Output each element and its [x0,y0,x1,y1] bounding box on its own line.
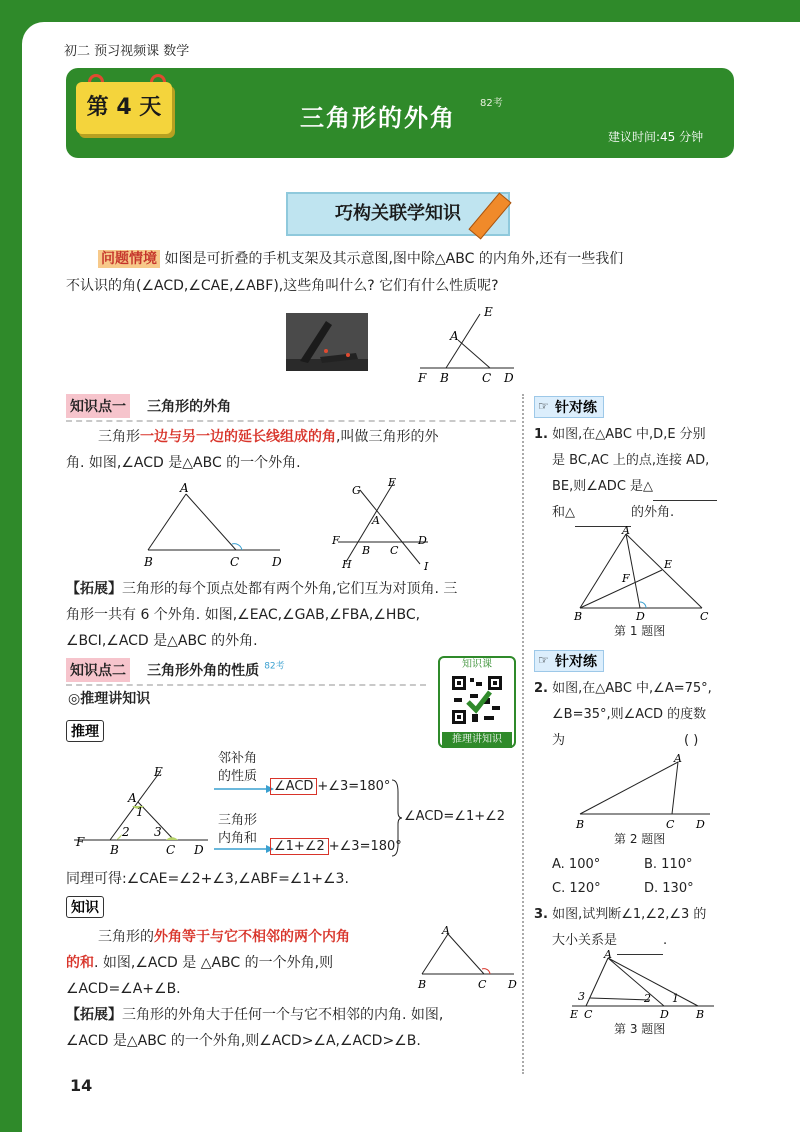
svg-text:C: C [478,978,487,991]
kp1-def-highlight: 一边与另一边的延长线组成的角 [140,429,336,445]
kp1-extension-1 [66,576,516,602]
kp1-ext-tag: 【拓展】 [66,581,122,597]
kp1-title: 三角形的外角 [147,399,232,415]
conclusion: ∠ACD=∠1+∠2 [404,809,506,824]
q1-text-4a: 和△ [552,505,575,520]
q2-line-2: ∠B=35°,则∠ACD 的度数 [552,707,707,722]
kp2-proof-diagram [70,762,220,862]
q1-line-2: 是 BC,AC 上的点,连接 AD, [552,453,710,468]
qr-code-icon [440,672,514,728]
q3-caption: 第 3 题图 [614,1022,666,1036]
intro-triangle-diagram [410,304,520,384]
know-line-3: ∠ACD=∠A+∠B. [66,981,181,997]
page-number: 14 [70,1076,93,1095]
svg-text:A: A [604,950,612,961]
answer-paren[interactable]: ( ) [684,733,699,748]
svg-text:D: D [660,1008,669,1021]
pointing-hand-icon: ☞ [538,653,549,667]
kp1-triangle-diagram [140,478,290,570]
know-post: . 如图,∠ACD 是 △ABC 的一个外角,则 [94,955,334,971]
q2-line-3: 为 [552,733,566,748]
qr-top-label: 知识课 [462,659,492,670]
q1-text-3: BE,则∠ADC 是△ [552,479,654,494]
svg-text:A: A [372,514,380,527]
kp1-def-pre: 三角形 [98,429,140,445]
pointing-hand-icon: ☞ [538,399,549,413]
equation-2-boxed: ∠1+∠2 [270,838,329,855]
qr-code-card[interactable] [438,656,516,748]
know-line-2 [66,950,416,976]
answer-blank[interactable] [653,474,717,501]
svg-text:3: 3 [154,825,162,839]
svg-text:E: E [570,1008,579,1021]
svg-text:I: I [424,560,429,572]
svg-text:A: A [622,524,630,537]
svg-text:F: F [332,534,340,547]
arrow1-label [218,750,257,786]
svg-text:D: D [504,371,514,384]
svg-text:B: B [144,555,153,569]
svg-text:2: 2 [122,825,130,839]
q3-number: 3. [534,907,548,922]
svg-text:A: A [442,924,450,937]
kp2-subtitle: ◎推理讲知识 [68,691,151,707]
q2-caption: 第 2 题图 [614,832,666,846]
svg-text:A: A [674,752,682,765]
svg-text:B: B [440,371,449,384]
q3-text-2-end: . [663,933,668,948]
svg-text:F: F [76,835,85,849]
q1-caption: 第 1 题图 [614,624,666,638]
reason-tag-wrap [66,720,104,742]
svg-text:A: A [180,481,189,495]
svg-text:B: B [418,978,427,991]
brace-icon [390,778,404,858]
column-divider [522,394,524,1074]
svg-text:C: C [482,371,492,384]
drill-tag [534,650,604,672]
know-highlight-2: 的和 [66,955,94,971]
suggested-time: 建议时间:45 分钟 [608,130,704,144]
drill-1-tag-label: 针对练 [555,400,597,416]
svg-text:B: B [696,1008,705,1021]
day-label: 第 4 天 [86,95,162,120]
kp1-header [66,394,516,422]
kp2-extension-2: ∠ACD 是△ABC 的一个外角,则∠ACD>∠A,∠ACD>∠B. [66,1033,421,1049]
q1-diagram [568,524,718,624]
kp1-ext-line1: 三角形的每个顶点处都有两个外角,它们互为对顶角. 三 [122,581,458,597]
q3-diagram [564,950,724,1024]
kp2-exam-count: 82考 [264,661,285,672]
svg-text:C: C [230,555,240,569]
arrow1-label-1: 邻补角 [218,751,258,766]
q3-text-2: 大小关系是 [552,933,618,948]
kp1-label: 知识点一 [66,394,130,418]
know-line-1 [98,924,408,950]
kp1-definition [98,424,518,450]
kp2-title: 三角形外角的性质 [147,663,260,679]
page-title: 三角形的外角 [300,104,456,132]
q2-number: 2. [534,681,548,696]
know-pre: 三角形的 [98,929,154,945]
kp2-header [66,658,426,686]
svg-text:F: F [622,572,630,585]
arrow1-label-2: 的性质 [218,769,258,784]
day-badge [76,82,172,134]
arrow2-label-2: 内角和 [218,831,258,846]
equation-1 [270,774,390,800]
answer-blank[interactable] [575,500,631,527]
svg-text:E: E [484,305,493,319]
svg-text:B: B [110,843,119,857]
svg-text:C: C [390,544,399,557]
svg-text:D: D [194,843,204,857]
arrow-right-icon [214,842,274,856]
q2-diagram [572,752,722,832]
intro-text-2: 不认识的角(∠ACD,∠CAE,∠ABF),这些角叫什么? 它们有什么性质呢? [66,278,499,294]
svg-text:H: H [342,558,352,571]
option-c[interactable]: C. 120° [552,881,601,896]
svg-text:E: E [388,476,397,489]
kp1-extension-3: ∠BCI,∠ACD 是△ABC 的外角. [66,633,258,649]
svg-text:B: B [574,610,583,623]
know-tag: 知识 [66,896,104,918]
q1-line-1 [534,422,734,448]
svg-text:F: F [418,371,427,384]
equation-2 [270,834,402,860]
svg-text:1: 1 [136,805,144,819]
exam-count: 82考 [480,98,503,109]
svg-text:B: B [576,818,585,831]
arrow-right-icon [214,782,274,796]
svg-text:A: A [450,329,459,343]
svg-text:D: D [696,818,705,831]
drill-2-header [534,650,604,672]
svg-text:C: C [666,818,675,831]
kp1-def-line2: 角. 如图,∠ACD 是△ABC 的一个外角. [66,455,301,471]
svg-text:D: D [636,610,645,623]
svg-text:E: E [154,765,163,779]
kp2-extension-1 [66,1002,516,1028]
svg-text:G: G [352,484,361,497]
svg-text:C: C [166,843,176,857]
equation-1-boxed: ∠ACD [270,778,317,795]
similarly-result: 同理可得:∠CAE=∠2+∠3,∠ABF=∠1+∠3. [66,871,349,887]
svg-text:D: D [418,534,427,547]
breadcrumb: 初二 预习视频课 数学 [64,44,190,59]
equation-1-rest: +∠3=180° [317,779,391,794]
option-d[interactable]: D. 130° [644,881,694,896]
svg-text:D: D [272,555,282,569]
phone-stand-photo [286,313,368,371]
q1-line-4 [552,500,674,527]
drill-tag [534,396,604,418]
option-b[interactable]: B. 110° [644,857,693,872]
svg-text:A: A [128,791,137,805]
option-a[interactable]: A. 100° [552,857,601,872]
section-title: 巧构关联学知识 [335,203,461,224]
q1-line-3 [552,474,717,501]
kp1-extension-2: 角形一共有 6 个外角. 如图,∠EAC,∠GAB,∠FBA,∠HBC, [66,607,421,623]
q1-text-1: 如图,在△ABC 中,D,E 分别 [552,427,706,442]
drill-1-header [534,396,604,418]
svg-text:C: C [584,1008,593,1021]
q3-text-1: 如图,试判断∠1,∠2,∠3 的 [552,907,707,922]
know-highlight-1: 外角等于与它不相邻的两个内角 [154,929,350,945]
svg-text:1: 1 [672,992,679,1005]
reason-tag: 推理 [66,720,104,742]
know-tag-wrap [66,896,104,918]
equation-2-rest: +∠3=180° [328,839,402,854]
svg-text:C: C [700,610,709,623]
kp1-six-angles-diagram [328,476,438,572]
qr-bottom-label: 推理讲知识 [442,732,512,748]
scenario-tag: 问题情境 [98,250,160,268]
q1-number: 1. [534,427,548,442]
q2-text-1: 如图,在△ABC 中,∠A=75°, [552,681,712,696]
intro-line-1 [98,246,738,272]
kp2-ext-line1: 三角形的外角大于任何一个与它不相邻的内角. 如图, [122,1007,444,1023]
svg-text:B: B [362,544,371,557]
kp2-label: 知识点二 [66,658,130,682]
svg-text:D: D [508,978,517,991]
q2-line-1 [534,676,744,702]
svg-text:3: 3 [578,990,585,1003]
kp2-triangle-diagram [410,924,520,992]
kp1-def-post: ,叫做三角形的外 [336,429,439,445]
svg-text:E: E [664,558,673,571]
intro-text-1: 如图是可折叠的手机支架及其示意图,图中除△ABC 的内角外,还有一些我们 [164,251,624,267]
q3-line-1 [534,902,744,928]
kp2-ext-tag: 【拓展】 [66,1007,122,1023]
arrow2-label-1: 三角形 [218,813,258,828]
q1-text-4b: 的外角. [631,505,675,520]
drill-2-tag-label: 针对练 [555,654,597,670]
svg-text:2: 2 [644,992,651,1005]
